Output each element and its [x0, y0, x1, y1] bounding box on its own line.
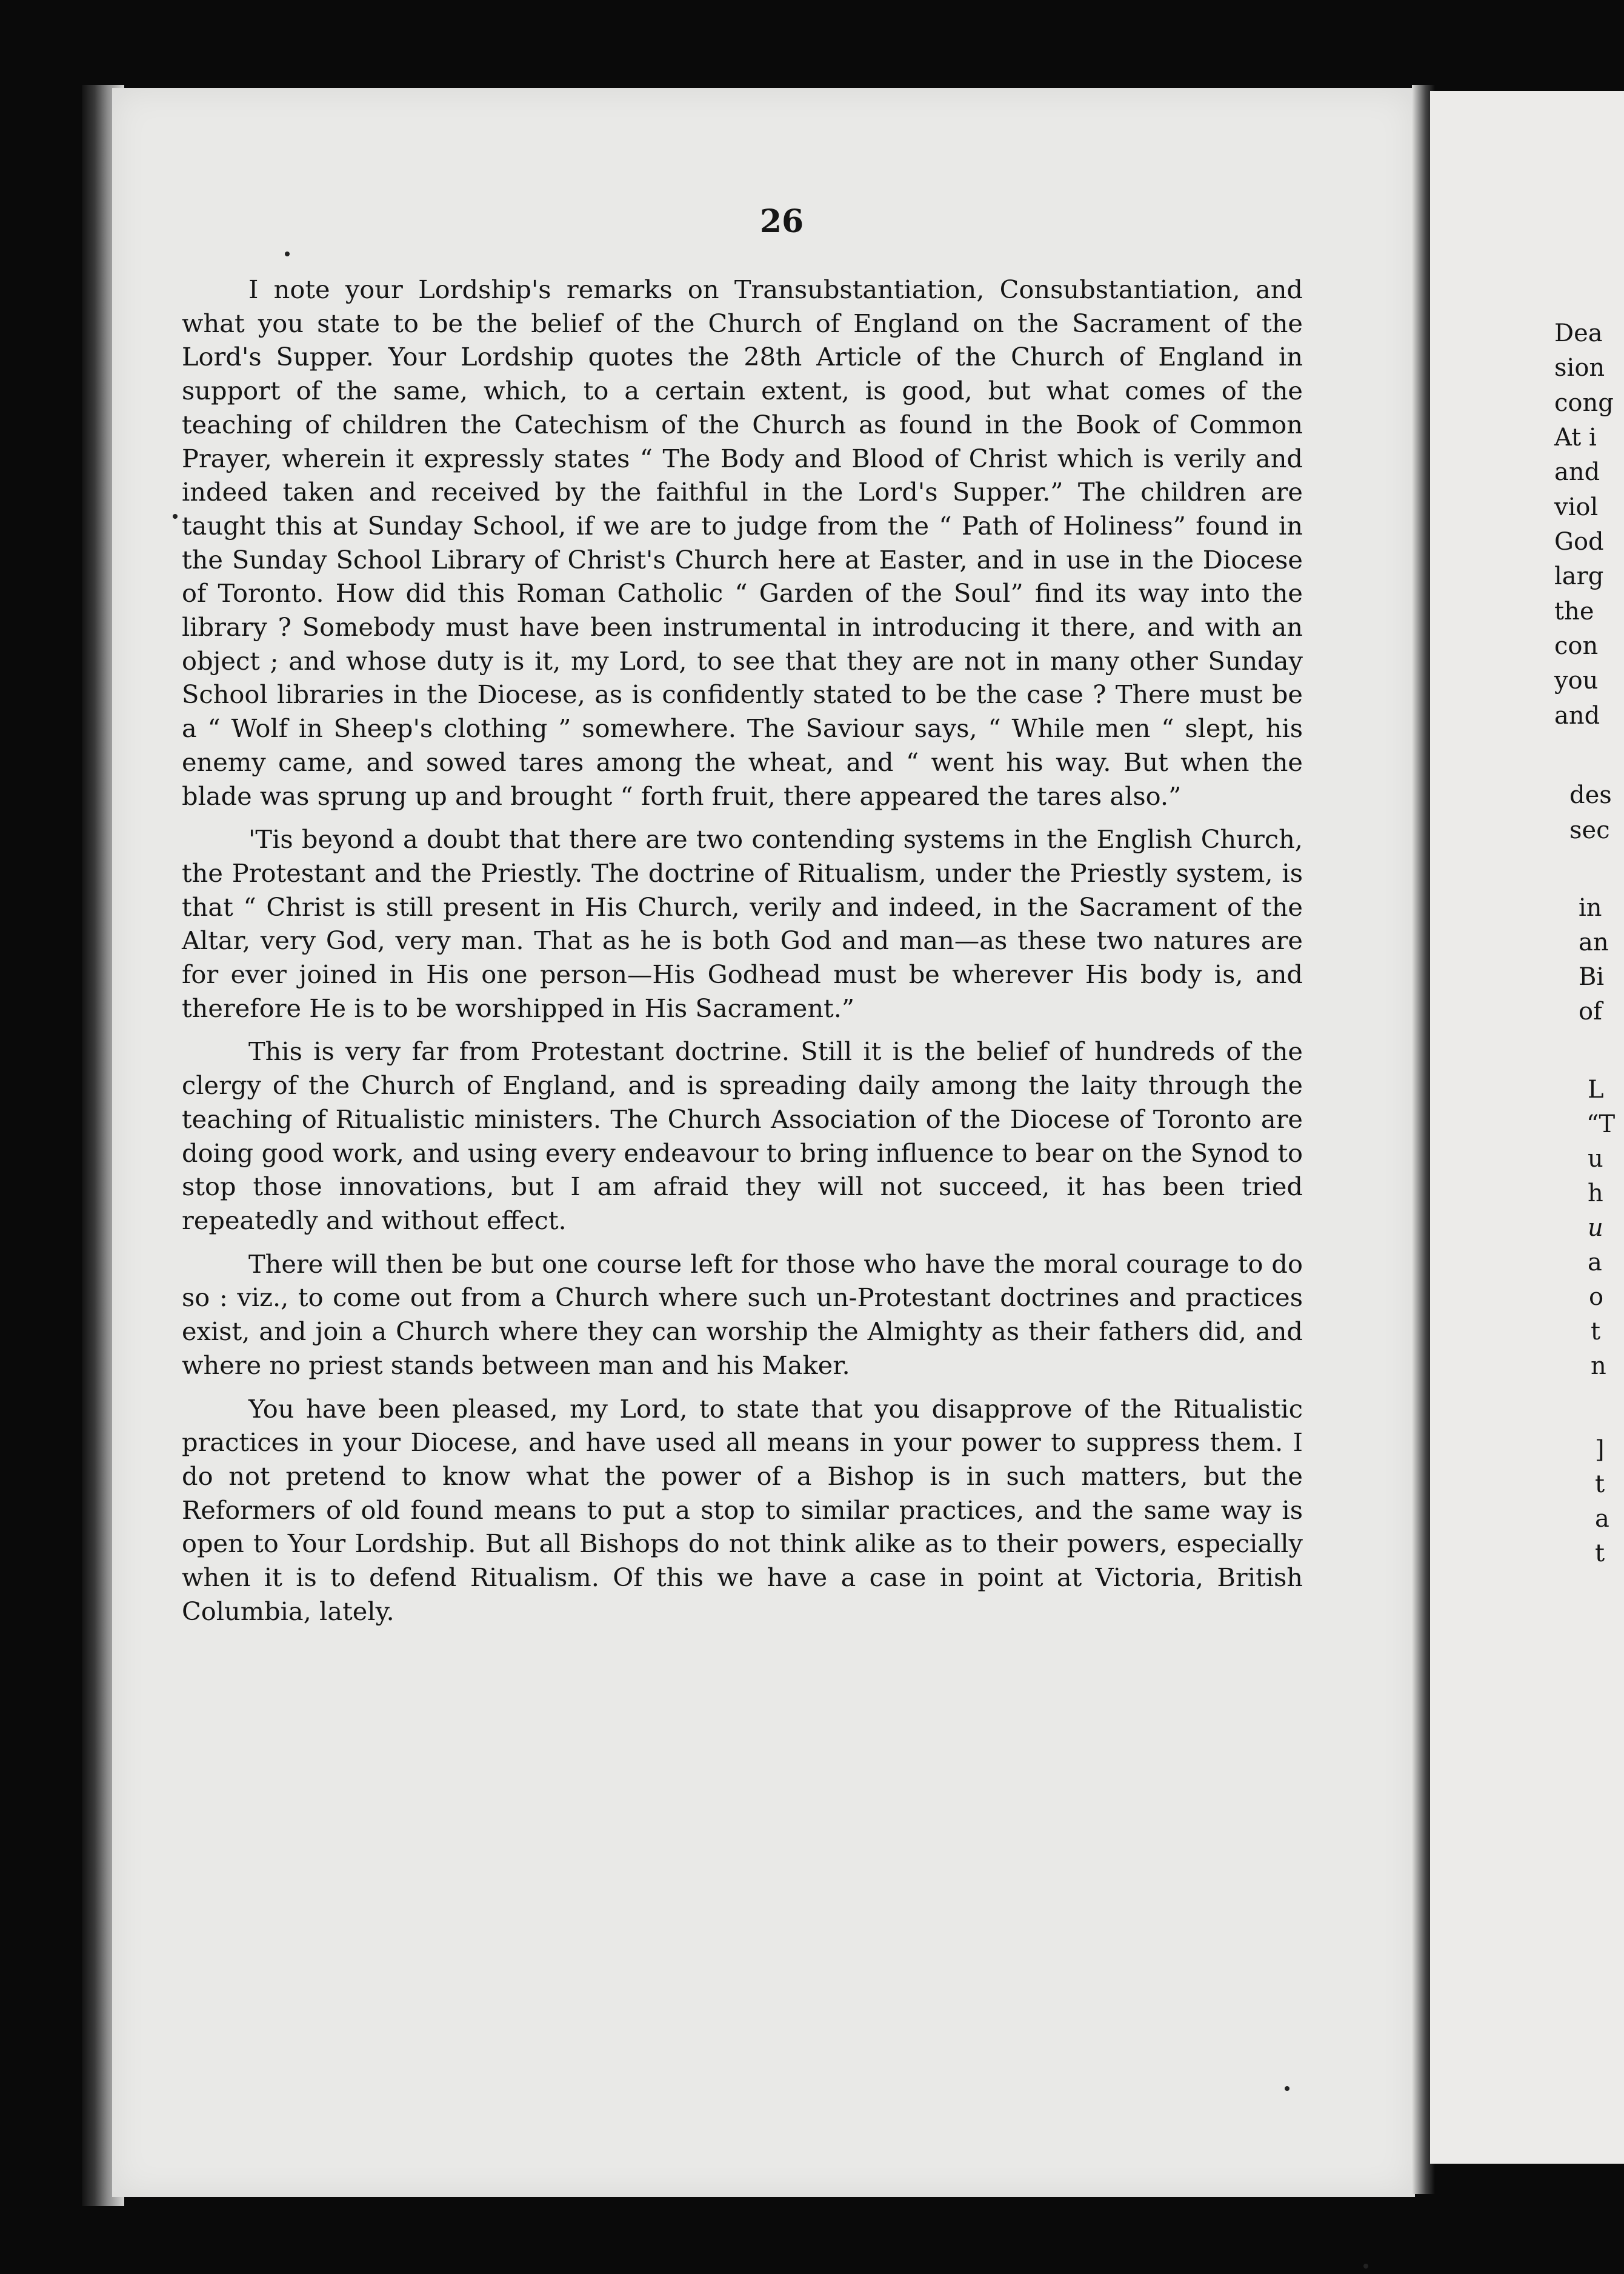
paragraph: You have been pleased, my Lord, to state that you disapprove of the Ritualistic practices in your Diocese, and have used all means in your power to suppress them. I do not pretend to know what the power of a Bishop is in such matters, but the Reformers of old found means to put a stop to similar practices, and the same way is open to Your Lordship. But all Bishops do not think alike as to their powers, especially when it is to defend Ritualism. Of this we have a case in point at Victoria, British Columbia, lately. — [182, 1393, 1303, 1626]
facing-page-fragment: an — [1579, 929, 1609, 956]
facing-page-fragment: and — [1554, 458, 1600, 486]
facing-page-fragment: des — [1569, 781, 1612, 809]
facing-page-fragment: “T — [1586, 1110, 1616, 1138]
paragraph: This is very far from Protestant doctrine. Still it is the belief of hundreds of the clergy of the Church of England, and is spreading daily among the laity through the teaching of Ritualistic ministers. The Church Association of the Diocese of Toronto are doing good work, and using every endeavour to bring influence to bear on the Synod to stop those innovations, but I am afraid they will not succeed, it has been tried repeatedly and without effect. — [182, 1036, 1303, 1235]
facing-page-fragment: of — [1579, 998, 1602, 1025]
facing-page-fragment: sion — [1554, 354, 1605, 382]
facing-page-fragment: a — [1595, 1505, 1609, 1533]
paragraph: There will then be but one course left for those who have the moral courage to do so : viz., to come out from a Church where such un-Protestant doctrines and practices exist, and join a Church where they can worship the Almighty as their fathers did, and where no priest stands between man and his Maker. — [182, 1249, 1303, 1380]
scan-speck — [1363, 2264, 1368, 2269]
facing-page-fragment: a — [1588, 1249, 1602, 1276]
facing-page-fragment: u — [1588, 1145, 1603, 1173]
facing-page-fragment: t — [1595, 1470, 1605, 1498]
scan-speck — [285, 252, 290, 256]
facing-page-fragment: cong — [1554, 389, 1614, 417]
facing-page-fragment: n — [1591, 1352, 1606, 1380]
paragraph: 'Tis beyond a doubt that there are two contending systems in the English Church, the Protestant and the Priestly. The doctrine of Ritualism, under the Priestly system, is that “ Christ is still present in His Church, verily and indeed, in the Sacrament of the Altar, very God, very man. That as he is both God and man—as these two natures are for ever joined in His one person—His Godhead must be wherever His body is, and therefore He is to be worshipped in His Sacrament.” — [182, 824, 1303, 1023]
facing-page-fragment: viol — [1554, 493, 1599, 521]
facing-page-fragment: con — [1554, 632, 1599, 660]
paragraph: I note your Lordship's remarks on Transubstantiation, Consubstantiation, and what you state to be the belief of the Church of England on the Sacrament of the Lord's Supper. Your Lordship quotes the 28th Article of the Church of England in support of the same, which, to a certain extent, is good, but what comes of the teaching of children the Catechism of the Church as found in the Book of Common Prayer, wherein it expressly states “ The Body and Blood of Christ which is verily and indeed taken and received by the faithful in the Lord's Supper.” The children are taught this at Sunday School, if we are to judge from the “ Path of Holiness” found in the Sunday School Library of Christ's Church here at Easter, and in use in the Diocese of Toronto. How did this Roman Catholic “ Garden of the Soul” find its way into the library ? Somebody must have been instrumental in introducing it there, and with an object ; and whose duty is it, my Lord, to see that they are not in many other Sunday School libraries in the Diocese, as is confidently stated to be the case ? There must be a “ Wolf in Sheep's clothing ” somewhere. The Saviour says, “ While men “ slept, his enemy came, and sowed tares among the wheat, and “ went his way. But when the blade was sprung up and brought “ forth fruit, there appeared the tares also.” — [182, 275, 1303, 811]
facing-page-fragment: sec — [1569, 816, 1610, 844]
facing-page-fragment: the — [1554, 598, 1594, 625]
facing-page-fragment: larg — [1554, 562, 1604, 590]
facing-page-fragment: o — [1589, 1283, 1604, 1311]
scan-speck — [1285, 2086, 1290, 2091]
scan-speck — [173, 514, 178, 519]
facing-page-fragment: At i — [1554, 424, 1597, 452]
facing-page-fragment: ] — [1595, 1436, 1605, 1464]
facing-page-fragment: and — [1554, 702, 1600, 730]
facing-page-fragment: u — [1588, 1214, 1603, 1242]
facing-page-fragment: Dea — [1554, 319, 1603, 347]
body-text — [182, 273, 1303, 1638]
facing-page-fragment: h — [1588, 1179, 1603, 1207]
facing-page-fragment: you — [1554, 667, 1599, 695]
facing-page-fragment: Bi — [1579, 963, 1605, 991]
facing-page-fragment: God — [1554, 528, 1604, 556]
page-number: 26 — [759, 203, 804, 240]
facing-page-fragment: in — [1579, 894, 1602, 922]
facing-page-fragment: t — [1595, 1539, 1605, 1567]
facing-page-fragment: L — [1588, 1076, 1604, 1104]
facing-page-fragment: t — [1591, 1318, 1601, 1345]
